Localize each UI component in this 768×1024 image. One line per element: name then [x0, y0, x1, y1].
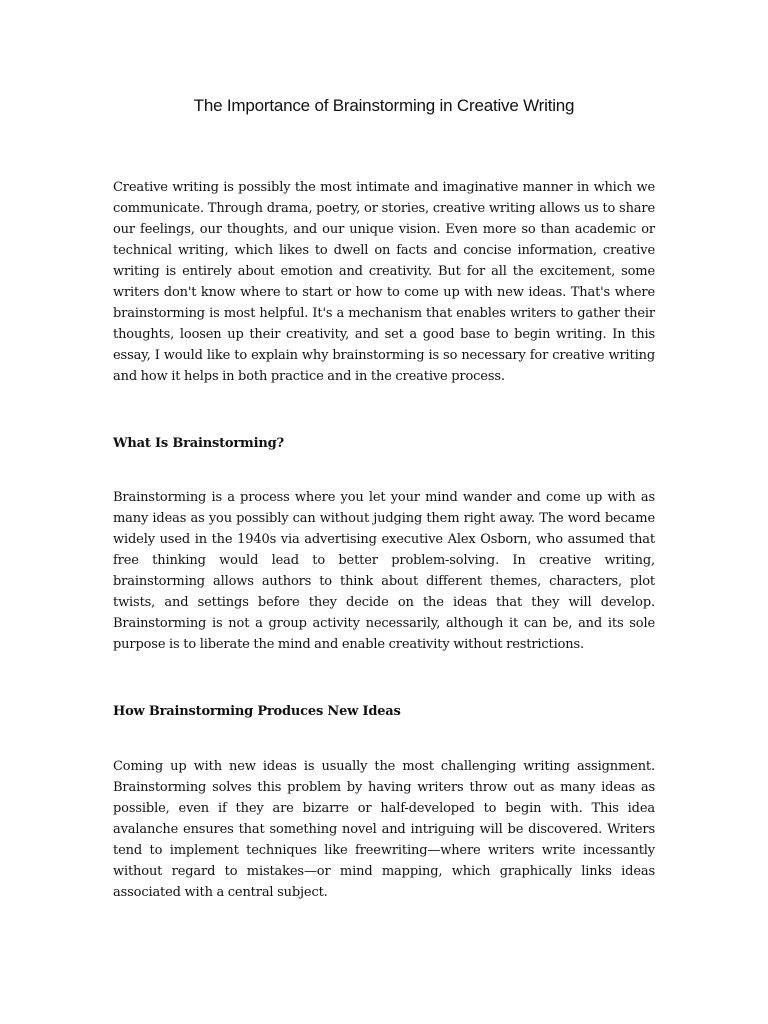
section-heading-what-is-brainstorming: What Is Brainstorming? [113, 436, 284, 451]
section-heading-how-brainstorming-produces-ideas: How Brainstorming Produces New Ideas [113, 704, 401, 719]
section-body-what-is-brainstorming: Brainstorming is a process where you let your mind wander and come up with as many ideas as you possibly can without judging them right away. The word became widely used in the 1940s via advertising executive Alex Osborn, who assumed that free thinking would lead to better problem-solving. In creative writing, brainstorming allows authors to think about different themes, characters, plot twists, and settings before they decide on the ideas that they will develop. Brainstorming is not a group activity necessarily, although it can be, and its sole purpose is to liberate the mind and enable creativity without restrictions. [113, 490, 655, 652]
document-title: The Importance of Brainstorming in Creative Writing [193, 96, 575, 115]
intro-paragraph: Creative writing is possibly the most intimate and imaginative manner in which we communicate. Through drama, poetry, or stories, creative writing allows us to share our feelings, our thoughts, and our unique vision. Even more so than academic or technical writing, which likes to dwell on facts and concise information, creative writing is entirely about emotion and creativity. But for all the excitement, some writers don't know where to start or how to come up with new ideas. That's where brainstorming is most helpful. It's a mechanism that enables writers to gather their thoughts, loosen up their creativity, and set a good base to begin writing. In this essay, I would like to explain why brainstorming is so necessary for creative writing and how it helps in both practice and in the creative process. [113, 180, 655, 384]
section-body-how-brainstorming-produces-ideas: Coming up with new ideas is usually the most challenging writing assignment. Brainstorming solves this problem by having writers throw out as many ideas as possible, even if they are bizarre or half-developed to begin with. This idea avalanche ensures that something novel and intriguing will be discovered. Writers tend to implement techniques like freewriting—where writers write incessantly without regard to mistakes—or mind mapping, which graphically links ideas associated with a central subject. [113, 759, 655, 900]
